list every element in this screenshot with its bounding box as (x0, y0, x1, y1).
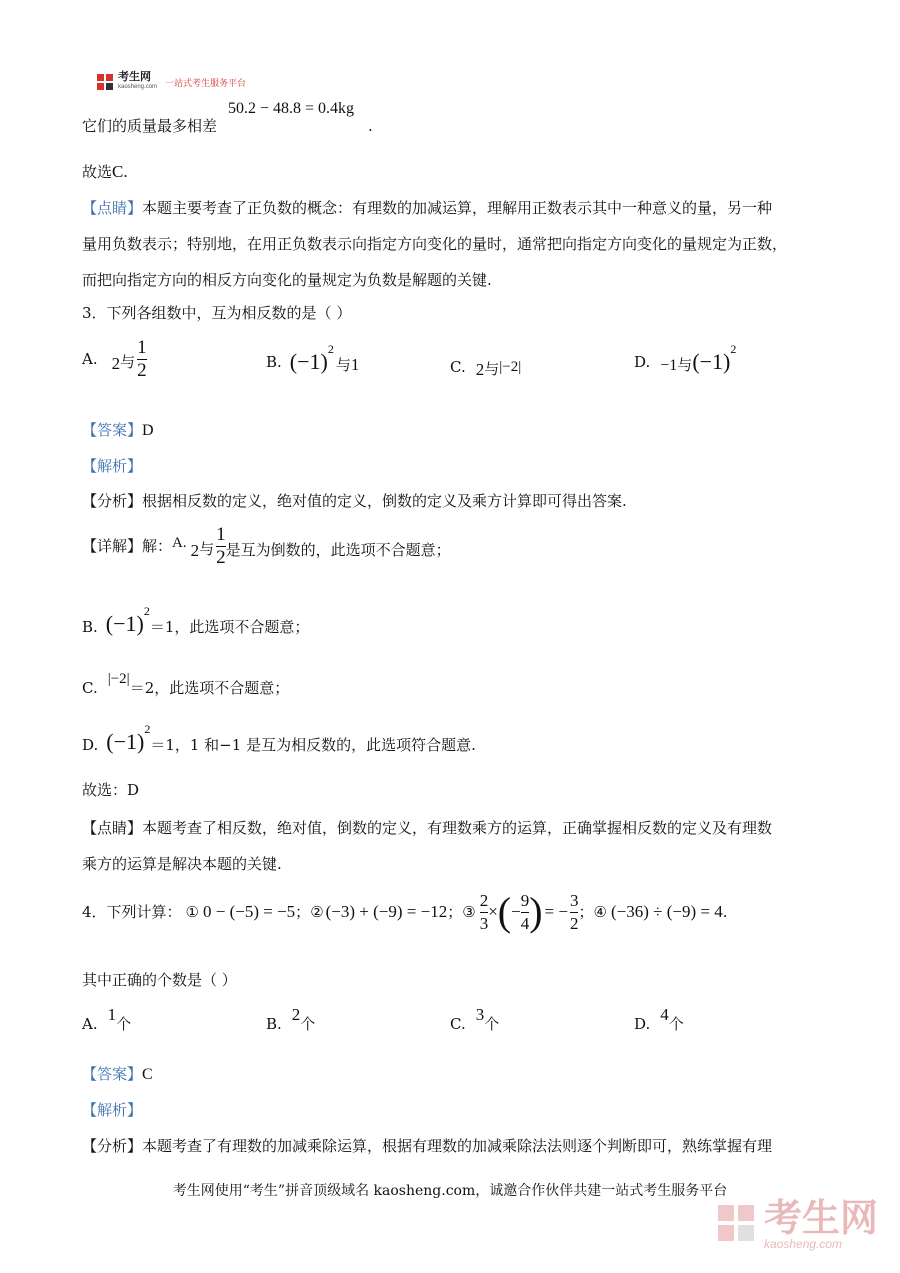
q2-dianjing-line2: 量用负数表示；特别地，在用正负数表示向指定方向变化的量时，通常把向指定方向变化的量规定为正数， (82, 235, 788, 253)
q3-option-b: B. (−1) $^2$ 与 1 (266, 342, 360, 374)
q4-option-c: C. 3 个 (450, 1005, 500, 1033)
q3-xiangjie-b: B. (−1) $^2$ ＝1，此选项不合题意； (82, 604, 310, 636)
q3-jiexi: 【解析】 (82, 457, 143, 475)
brand-logo-icon (96, 73, 114, 91)
brand-slogan: 一站式考生服务平台 (165, 77, 247, 88)
q3-stem: 3．下列各组数中，互为相反数的是（ ） (82, 304, 352, 322)
q2-diff-text: 它们的质量最多相差 (82, 117, 218, 135)
q4-option-d: D. 4 个 (634, 1005, 684, 1033)
q4-option-a: A. 1 个 (82, 1005, 132, 1033)
q3-dianjing-line2: 乘方的运算是解决本题的关键. (82, 855, 282, 873)
q4-option-b: B. 2 个 (266, 1005, 316, 1033)
q2-choose: 故选C. (82, 162, 128, 181)
q3-option-a: A. 2 与 $\frac{1}{2}$ (82, 336, 147, 381)
brand-name: 考生网 (118, 71, 151, 83)
q4-answer: 【答案】C (82, 1065, 153, 1083)
q3-xiangjie-d: D. (−1) $^2$ ＝1，1 和−1 是互为相反数的，此选项符合题意. (82, 722, 476, 754)
q4-jiexi: 【解析】 (82, 1101, 143, 1119)
q3-choose: 故选：D (82, 781, 140, 799)
q3-dianjing-line1: 【点睛】本题考查了相反数，绝对值，倒数的定义，有理数乘方的运算，正确掌握相反数的定义及有理数 (82, 819, 773, 837)
q3-option-c: C. 2 与 |−2| (450, 358, 522, 379)
watermark (716, 1200, 878, 1250)
brand-domain: kaosheng.com (118, 84, 158, 90)
q2-dianjing-line1: 【点睛】本题主要考查了正负数的概念：有理数的加减运算，理解用正数表示其中一种意义的量，另一种 (82, 199, 773, 217)
page-footer: 考生网使用“考生”拼音顶级域名 kaosheng.com，诚邀合作伙伴共建一站式考生服务平台 (172, 1183, 728, 1199)
q3-xiangjie-c: C. |−2| ＝2，此选项不合题意； (82, 670, 290, 697)
q3-option-d: D. −1 与 (−1) $^2$ (634, 342, 737, 374)
q2-diff-period: . (368, 117, 373, 135)
q4-sub: 其中正确的个数是（ ） (82, 971, 237, 989)
q2-diff-math: 50.2 − 48.8 = 0.4kg (228, 100, 355, 117)
watermark-brand: 考生网 (764, 1198, 879, 1240)
q3-xiangjie-a: 【详解】 解： A. 2 与 $\frac{1}{2}$ 是互为倒数的，此选项不合题意； (82, 523, 451, 568)
header-logo (96, 72, 246, 92)
q3-answer: 【答案】D (82, 421, 154, 439)
q4-fenxi: 【分析】本题考查了有理数的加减乘除运算，根据有理数的加减乘除法法则逐个判断即可，熟练掌握有理 (82, 1137, 773, 1155)
q2-dianjing-line3: 而把向指定方向的相反方向变化的量规定为负数是解题的关键. (82, 271, 492, 289)
q3-fenxi: 【分析】根据相反数的定义，绝对值的定义，倒数的定义及乘方计算即可得出答案. (82, 492, 627, 510)
watermark-domain: kaosheng.com (764, 1237, 843, 1251)
q4-stem: 4．下列计算： ① 0 − (−5) = −5 ； ② (−3) + (−9) = −12 ； ③ $\frac{2}{3}$ × ( − $\frac{9}{4}$ ) = − $\frac{3}{2}$ ； ④ (−36) ÷ (−9) = 4 . (82, 889, 728, 934)
watermark-logo-icon (716, 1203, 758, 1247)
